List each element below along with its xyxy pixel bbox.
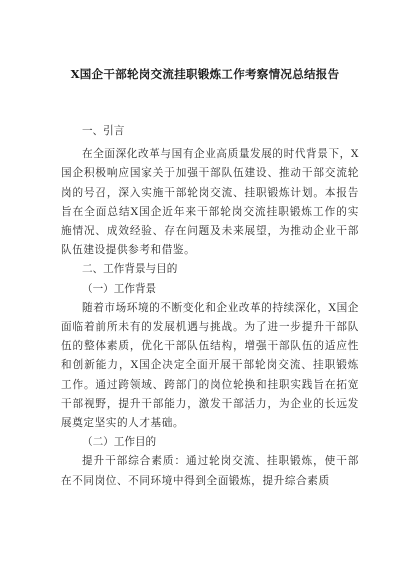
purpose-subheading: （二）工作目的 [82, 436, 157, 449]
intro-heading: 一、引言 [82, 125, 125, 137]
intro-paragraph: 在全面深化改革与国有企业高质量发展的时代背景下，X国企积极响应国家关于加强干部队伍建设、推动干部交流轮岗的号召，深入实施干部轮岗交流、挂职锻炼计划。本报告旨在全面总结X国企近年来干部轮岗交流挂职锻炼工作的实施情况、成效经验、存在问题及未来展望，为推动企业干部队伍建设提供参考和借鉴。 [61, 148, 359, 257]
background-heading: 二、工作背景与目的 [82, 263, 178, 276]
document-title: X国企干部轮岗交流挂职锻炼工作考察情况总结报告 [70, 67, 340, 81]
background-paragraph: 随着市场环境的不断变化和企业改革的持续深化，X国企面临着前所未有的发展机遇与挑战。为了进一步提升干部队伍的整体素质，优化干部队伍结构，增强干部队伍的适应性和创新能力，X国企决定全面开展干部轮岗交流、挂职锻炼工作。通过跨领域、跨部门的岗位轮换和挂职实践旨在拓宽干部视野，提升干部能力，激发干部活力，为企业的长远发展奠定坚实的人才基础。 [61, 301, 359, 430]
purpose-paragraph: 提升干部综合素质：通过轮岗交流、挂职锻炼，使干部在不同岗位、不同环境中得到全面锻炼，提升综合素质 [61, 455, 359, 487]
document-body [61, 122, 359, 491]
background-subheading: （一）工作背景 [82, 282, 157, 295]
